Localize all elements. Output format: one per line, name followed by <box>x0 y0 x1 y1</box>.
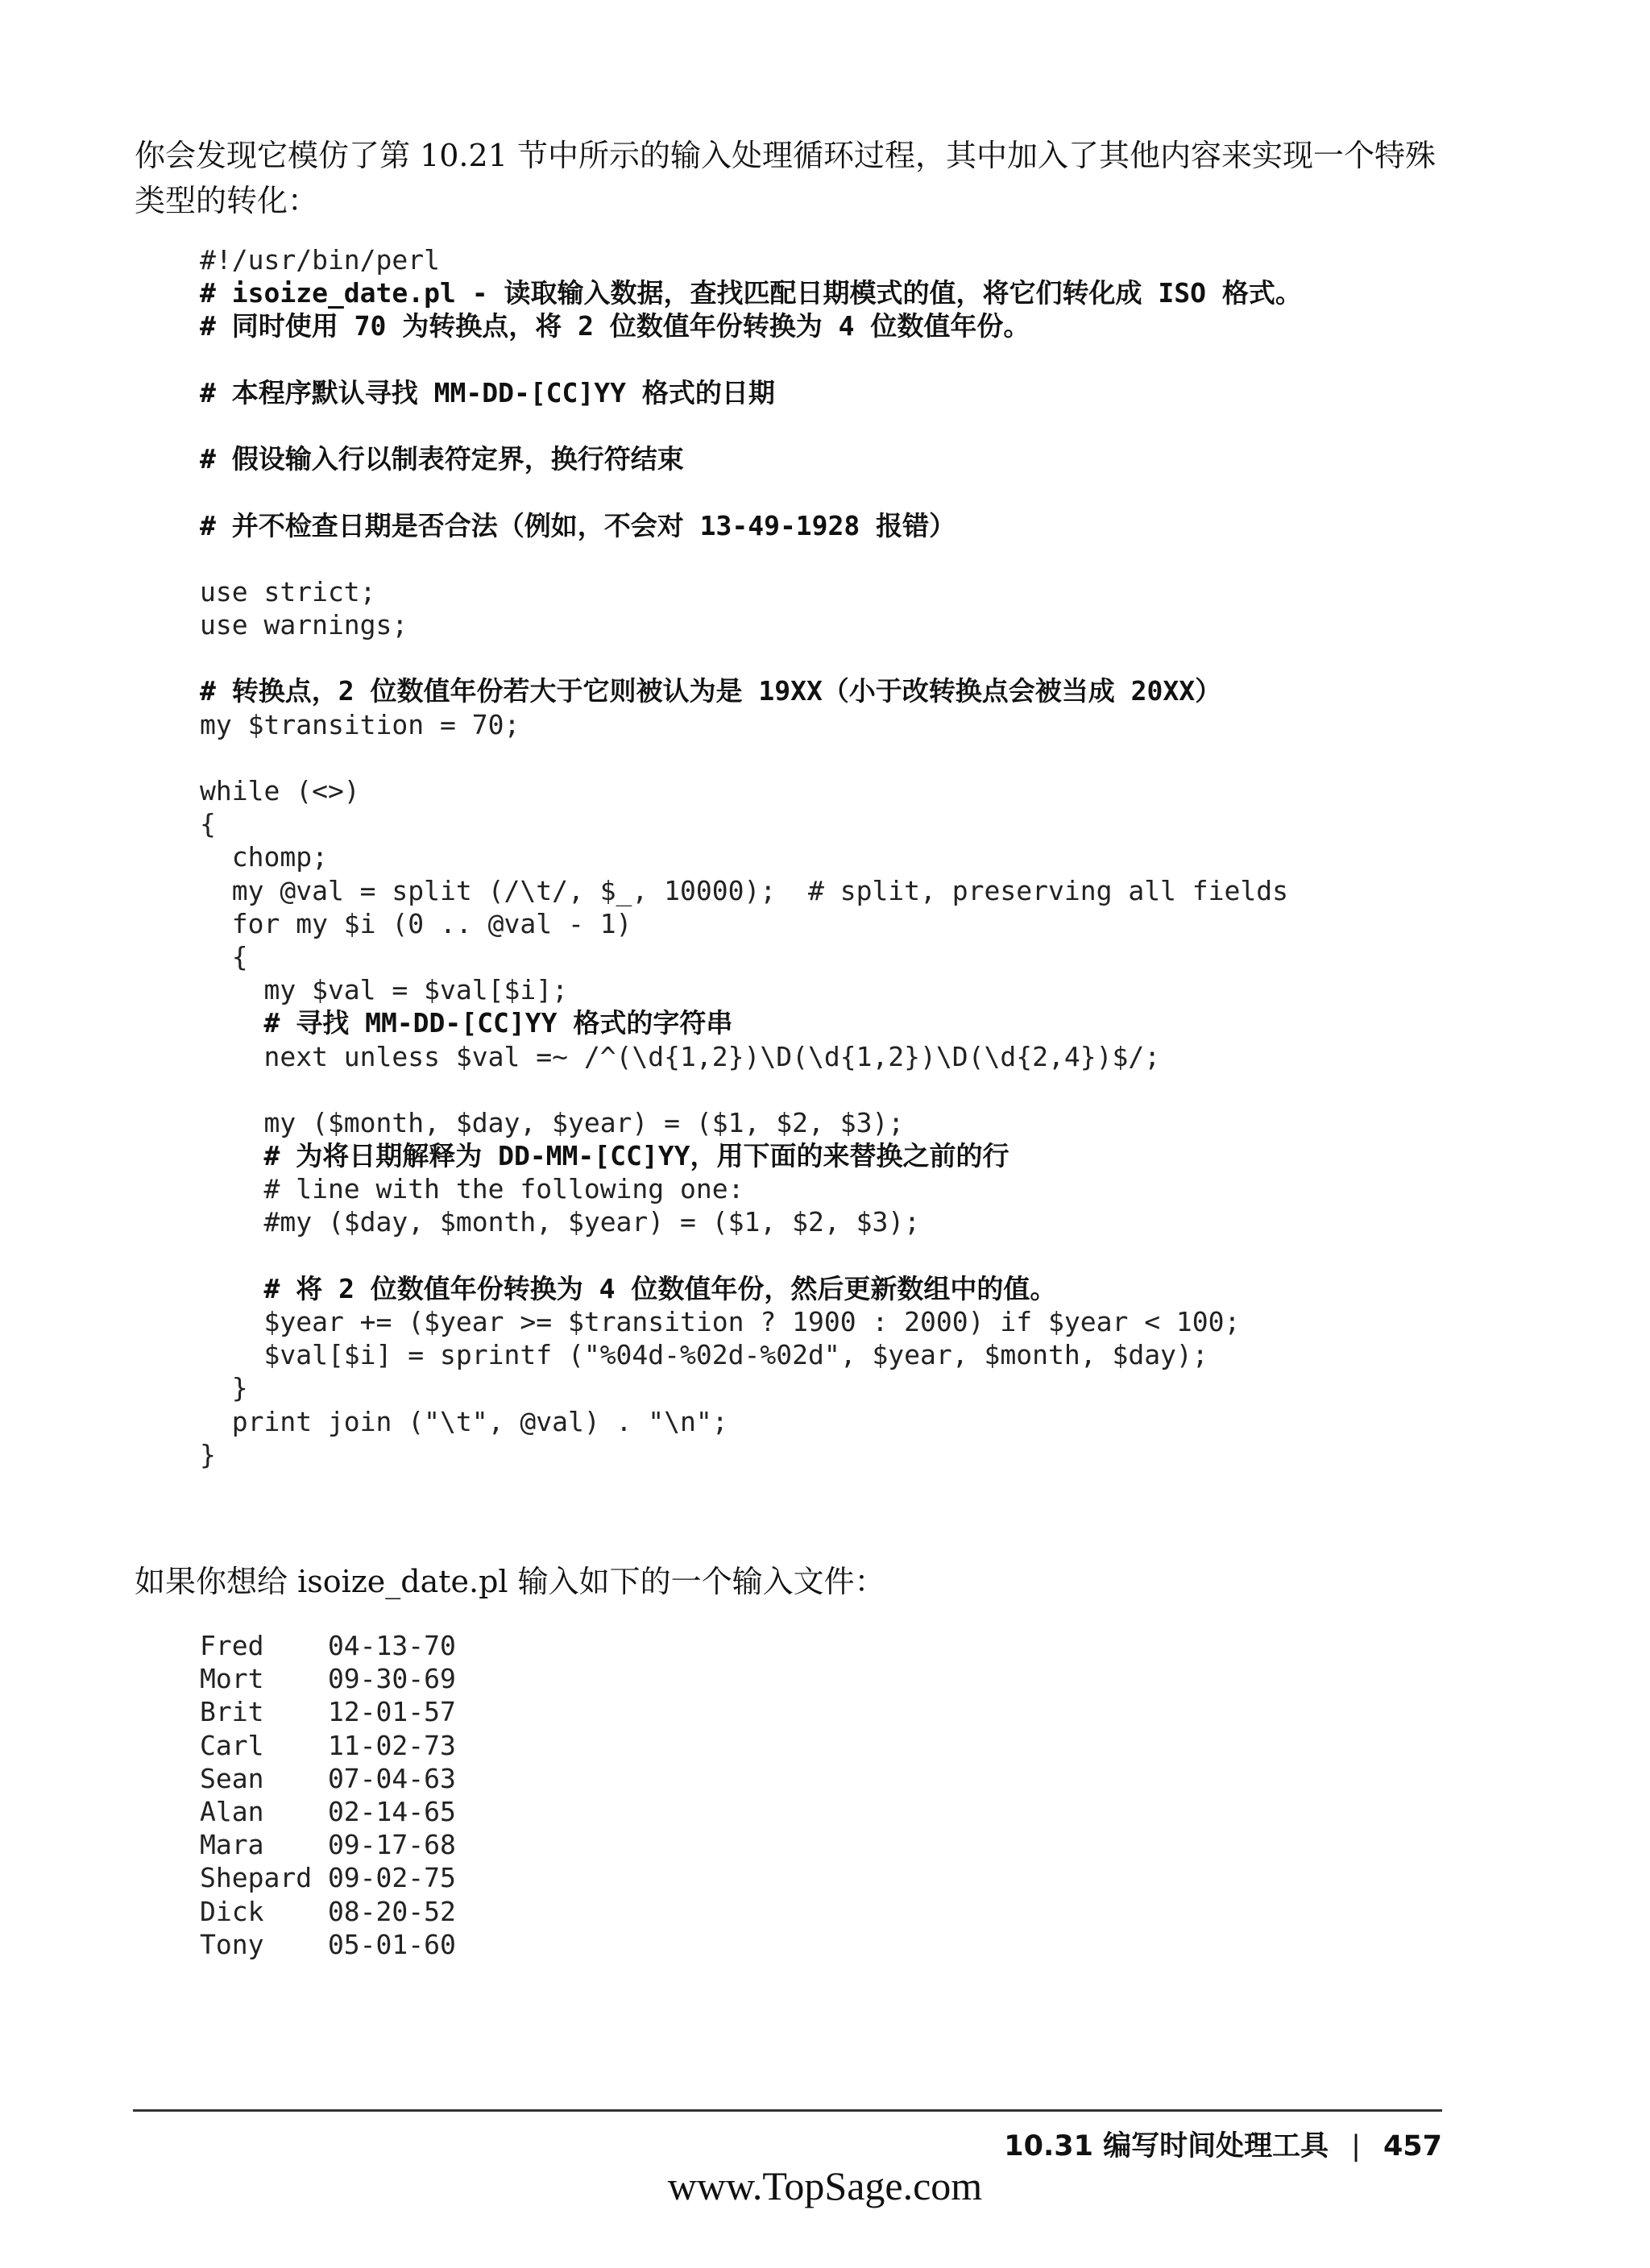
watermark-url: www.TopSage.com <box>667 2163 983 2208</box>
input-file-row: Alan 02-14-65 <box>200 1795 456 1827</box>
code-line: { <box>200 940 248 972</box>
code-line <box>200 1073 1489 1106</box>
input-file-row: Shepard 09-02-75 <box>200 1862 456 1894</box>
code-line: my ($month, $day, $year) = ($1, $2, $3); <box>200 1106 905 1138</box>
code-line: use warnings; <box>200 609 408 641</box>
code-line: for my $i (0 .. @val - 1) <box>200 907 632 939</box>
code-line: next unless $val =~ /^(\d{1,2})\D(\d{1,2})\D(\d{2,4})$/; <box>200 1040 1161 1072</box>
input-file-paragraph: 如果你想给 isoize_date.pl 输入如下的一个输入文件： <box>135 1564 885 1599</box>
code-comment-line: # 将 2 位数值年份转换为 4 位数值年份，然后更新数组中的值。 <box>200 1272 1057 1304</box>
code-comment-line: # isoize_date.pl - 读取输入数据，查找匹配日期模式的值，将它们转化成 ISO 格式。 <box>200 277 1302 309</box>
page-number: 457 <box>1383 2130 1442 2162</box>
footer-separator: | <box>1351 2130 1361 2162</box>
code-comment-line: # 假设输入行以制表符定界，换行符结束 <box>200 443 684 475</box>
code-comment-line: # 转换点，2 位数值年份若大于它则被认为是 19XX（小于改转换点会被当成 20XX） <box>200 675 1222 707</box>
input-file-row: Tony 05-01-60 <box>200 1928 456 1960</box>
code-comment-line: # 寻找 MM-DD-[CC]YY 格式的字符串 <box>200 1007 733 1039</box>
code-line: } <box>200 1438 216 1470</box>
code-line <box>200 475 1489 508</box>
code-line <box>200 409 1489 442</box>
footer-rule <box>133 2109 1442 2112</box>
code-line: # line with the following one: <box>200 1173 744 1205</box>
code-line: chomp; <box>200 841 328 873</box>
code-line: $year += ($year >= $transition ? 1900 : 2000) if $year < 100; <box>200 1306 1241 1337</box>
perl-code-listing <box>200 243 1489 1471</box>
code-line: use strict; <box>200 575 376 607</box>
code-line <box>200 542 1489 575</box>
input-file-row: Mort 09-30-69 <box>200 1663 456 1695</box>
code-line: #my ($day, $month, $year) = ($1, $2, $3); <box>200 1206 921 1238</box>
code-line <box>200 641 1489 674</box>
footer-section-title: 10.31 编写时间处理工具 <box>1004 2130 1329 2162</box>
input-file-row: Brit 12-01-57 <box>200 1696 456 1728</box>
code-line <box>200 741 1489 774</box>
code-line <box>200 343 1489 376</box>
code-comment-line: # 并不检查日期是否合法（例如，不会对 13-49-1928 报错） <box>200 509 956 541</box>
code-line: while (<>) <box>200 775 360 806</box>
code-line: my $val = $val[$i]; <box>200 974 568 1006</box>
code-comment-line: # 为将日期解释为 DD-MM-[CC]YY，用下面的来替换之前的行 <box>200 1140 1009 1172</box>
input-file-row: Carl 11-02-73 <box>200 1729 456 1761</box>
code-comment-line: # 同时使用 70 为转换点，将 2 位数值年份转换为 4 位数值年份。 <box>200 310 1030 342</box>
code-line: $val[$i] = sprintf ("%04d-%02d-%02d", $year, $month, $day); <box>200 1339 1208 1371</box>
code-line: { <box>200 808 216 840</box>
input-file-listing <box>200 1629 1489 1961</box>
code-line: print join ("\t", @val) . "\n"; <box>200 1405 728 1437</box>
code-line: } <box>200 1372 248 1404</box>
page-footer <box>1004 2124 1442 2164</box>
code-line: #!/usr/bin/perl <box>200 244 441 276</box>
input-file-row: Sean 07-04-63 <box>200 1762 456 1794</box>
input-file-row: Fred 04-13-70 <box>200 1630 456 1661</box>
input-file-row: Dick 08-20-52 <box>200 1895 456 1927</box>
code-line: my $transition = 70; <box>200 708 520 740</box>
code-line <box>200 1239 1489 1272</box>
input-file-row: Mara 09-17-68 <box>200 1829 456 1861</box>
code-comment-line: # 本程序默认寻找 MM-DD-[CC]YY 格式的日期 <box>200 376 775 408</box>
code-line: my @val = split (/\t/, $_, 10000); # split, preserving all fields <box>200 874 1289 906</box>
intro-paragraph: 你会发现它模仿了第 10.21 节中所示的输入处理循环过程，其中加入了其他内容来实现一个特殊类型的转化： <box>135 138 1436 218</box>
